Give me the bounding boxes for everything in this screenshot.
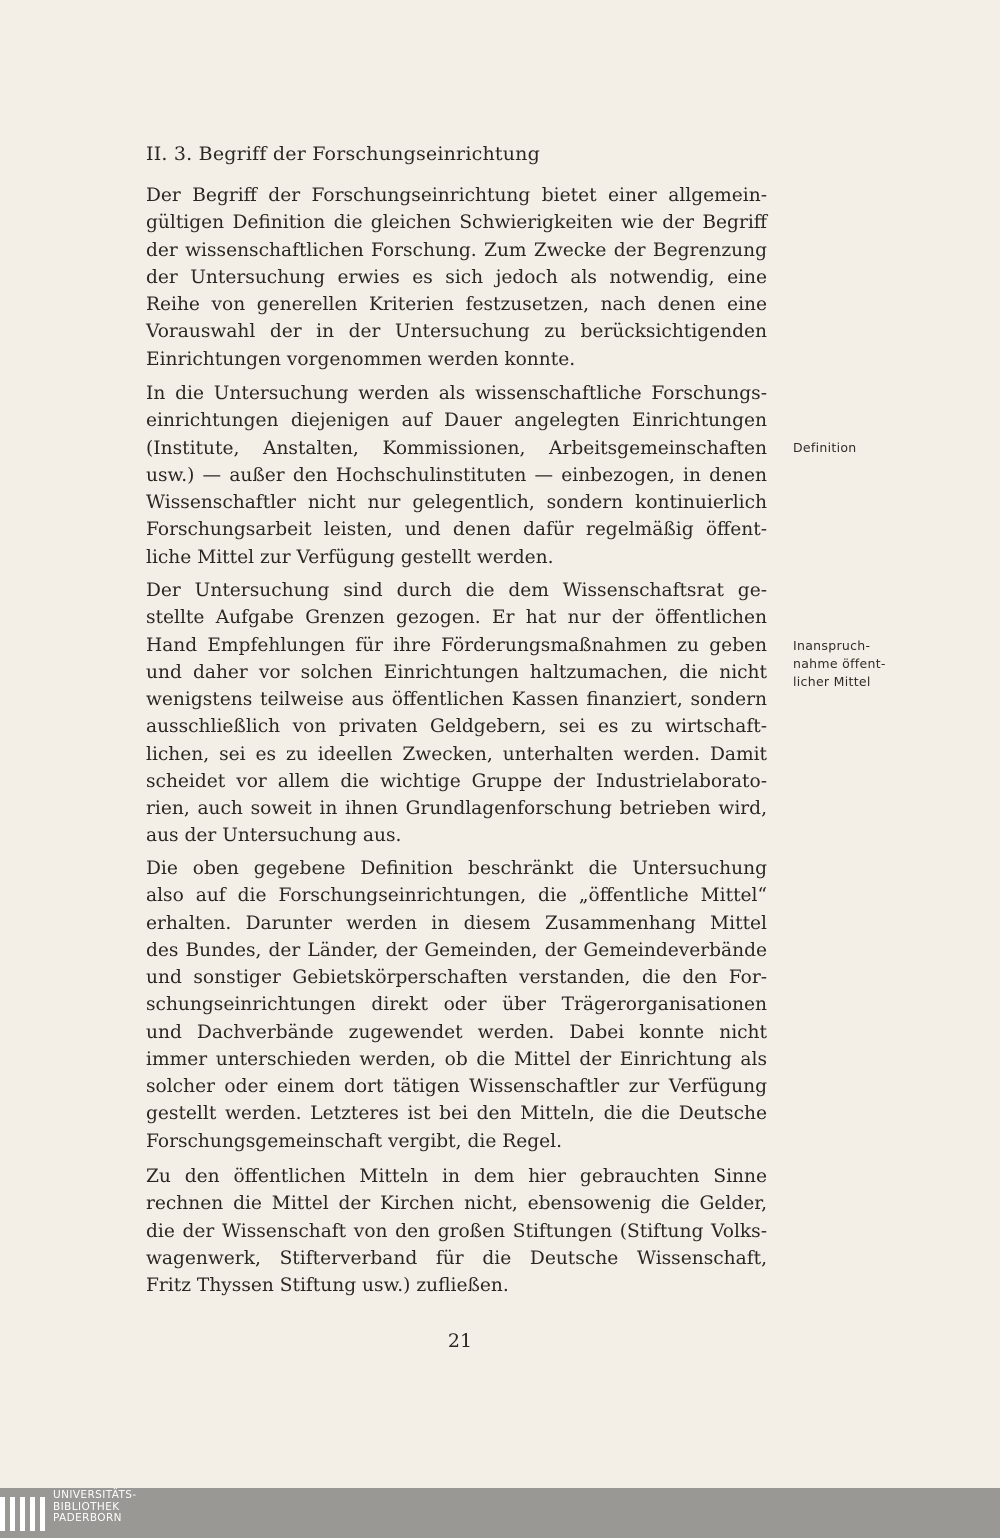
margin-note-line: Definition — [793, 440, 857, 455]
text-line: Vorauswahl der in der Untersuchung zu berücksichtigenden — [146, 321, 767, 343]
text-line: also auf die Forschungseinrichtungen, die „öffentliche Mittel“ — [146, 885, 767, 907]
margin-note-line: nahme öffent- — [793, 656, 886, 671]
paragraph-public-funds — [146, 855, 767, 1155]
text-line: aus der Untersuchung aus. — [146, 825, 402, 847]
margin-note-line: Inanspruch- — [793, 638, 871, 653]
text-line: erhalten. Darunter werden in diesem Zusammenhang Mittel — [146, 912, 767, 934]
text-line: der wissenschaftlichen Forschung. Zum Zwecke der Begrenzung — [146, 239, 767, 261]
text-line: rechnen die Mittel der Kirchen nicht, ebensowenig die Gelder, — [146, 1193, 767, 1215]
text-line: (Institute, Anstalten, Kommissionen, Arbeitsgemeinschaften — [146, 437, 767, 459]
page-number: 21 — [447, 1330, 473, 1352]
text-line: und sonstiger Gebietskörperschaften verstanden, die den For- — [146, 967, 767, 988]
text-line: Einrichtungen vorgenommen werden konnte. — [146, 348, 576, 370]
text-line: scheidet vor allem die wichtige Gruppe der Industrielaborato- — [146, 770, 767, 792]
paragraph-exclusions — [146, 1163, 767, 1299]
text-line: und daher vor solchen Einrichtungen haltzumachen, die nicht — [146, 661, 767, 683]
library-name — [53, 1490, 137, 1525]
paragraph-definition — [146, 380, 767, 571]
text-line: der Untersuchung erwies es sich jedoch als notwendig, eine — [146, 266, 767, 288]
text-line: gültigen Definition die gleichen Schwierigkeiten wie der Begriff — [146, 212, 767, 234]
text-line: liche Mittel zur Verfügung gestellt werden. — [146, 546, 554, 568]
text-line: solcher oder einem dort tätigen Wissenschaftler zur Verfügung — [146, 1076, 767, 1097]
library-name-line: UNIVERSITÄTS- — [53, 1489, 137, 1501]
text-line: schungseinrichtungen direkt oder über Trägerorganisationen — [146, 994, 767, 1016]
text-line: gestellt werden. Letzteres ist bei den Mitteln, die die Deutsche — [146, 1103, 767, 1125]
text-line: Zu den öffentlichen Mitteln in dem hier gebrauchten Sinne — [146, 1166, 767, 1187]
text-line: und Dachverbände zugewendet werden. Dabei konnte nicht — [146, 1021, 767, 1043]
text-line: Fritz Thyssen Stiftung usw.) zufließen. — [146, 1275, 509, 1296]
text-line: Hand Empfehlungen für ihre Förderungsmaßnahmen zu geben — [146, 634, 767, 656]
text-line: lichen, sei es zu ideellen Zwecken, unterhalten werden. Damit — [146, 743, 767, 765]
text-line: stellte Aufgabe Grenzen gezogen. Er hat nur der öffentlichen — [146, 607, 767, 629]
section-heading: II. 3. Begriff der Forschungseinrichtung — [146, 143, 540, 165]
text-line: immer unterschieden werden, ob die Mittel der Einrichtung als — [146, 1048, 767, 1070]
text-line: Der Untersuchung sind durch die dem Wissenschaftsrat ge- — [146, 580, 767, 601]
text-line: rien, auch soweit in ihnen Grundlagenforschung betrieben wird, — [146, 798, 767, 819]
text-line: wagenwerk, Stifterverband für die Deutsche Wissenschaft, — [146, 1247, 767, 1269]
text-line: einrichtungen diejenigen auf Dauer angelegten Einrichtungen — [146, 410, 767, 432]
library-footer-bar — [0, 1488, 1000, 1538]
text-line: Die oben gegebene Definition beschränkt die Untersuchung — [146, 858, 767, 879]
margin-note-line: licher Mittel — [793, 674, 871, 689]
library-name-line: PADERBORN — [53, 1512, 122, 1524]
library-name-line: BIBLIOTHEK — [53, 1500, 120, 1513]
text-line: Wissenschaftler nicht nur gelegentlich, sondern kontinuierlich — [146, 492, 767, 513]
margin-note-definition — [793, 439, 857, 457]
text-line: ausschließlich von privaten Geldgebern, sei es zu wirtschaft- — [146, 716, 767, 738]
paragraph-limits — [146, 577, 767, 850]
library-logo-icon — [0, 1497, 50, 1531]
text-line: In die Untersuchung werden als wissenschaftliche Forschungs- — [146, 383, 767, 404]
text-line: wenigstens teilweise aus öffentlichen Kassen finanziert, sondern — [146, 689, 767, 710]
paragraph-criteria — [146, 182, 767, 373]
margin-note-public-funds — [793, 637, 886, 691]
text-line: die der Wissenschaft von den großen Stiftungen (Stiftung Volks- — [146, 1220, 767, 1242]
text-line: usw.) — außer den Hochschulinstituten — einbezogen, in denen — [146, 464, 767, 486]
text-line: Forschungsgemeinschaft vergibt, die Regel. — [146, 1130, 563, 1152]
text-line: des Bundes, der Länder, der Gemeinden, der Gemeindeverbände — [146, 939, 767, 961]
text-line: Reihe von generellen Kriterien festzusetzen, nach denen eine — [146, 294, 767, 315]
text-line: Forschungsarbeit leisten, und denen dafür regelmäßig öffent- — [146, 519, 767, 541]
text-line: Der Begriff der Forschungseinrichtung bietet einer allgemein- — [146, 185, 767, 206]
